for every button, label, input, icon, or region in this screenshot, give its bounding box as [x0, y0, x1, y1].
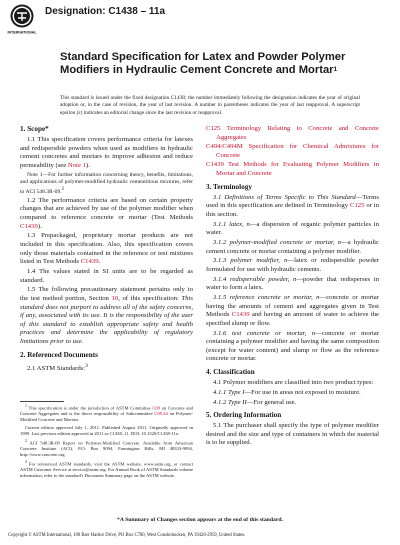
note1-link[interactable]: Note 1 [67, 161, 86, 169]
definition-polymer-modified: 3.1.2 polymer-modified concrete or mortar, n—a hydraulic cement concrete or mortar containing a polymer modifier. [206, 238, 379, 255]
c1439-link[interactable]: C1439 [80, 258, 99, 266]
astm-logo [9, 4, 35, 35]
ref-link[interactable]: C494/C494M [206, 143, 243, 151]
footnote-1-edition: Current edition approved July 1, 2011. Published August 2011. Originally approved in 1999. Last previous edition approved in 2011 as C1438–11. DOI: 10.1520/C1438-11a. [20, 425, 193, 436]
terminology-heading: 3. Terminology [206, 182, 252, 191]
c125-link[interactable]: C125 [349, 202, 365, 210]
ref-link[interactable]: C1439 [206, 161, 224, 169]
right-column [206, 125, 379, 449]
logo-caption: INTERNATIONAL [7, 30, 37, 35]
scope-1-2: 1.2 The performance criteria are based on certain property changes that are achieved by use of the polymer modifier when compared to reference concrete or mortar (Test Methods C1439). [20, 196, 193, 230]
type-2: 4.1.2 Type II—For general use. [213, 398, 297, 406]
note-1: Note 1—For further information concerning theory, benefits, limitations, and applications of polymer-modified hydraulic cementitious mixtures, refer to ACI 548.3R-09.$^2$ [20, 171, 193, 195]
definition-redispersible-powder: 3.1.4 redispersible powder, n—powder that redisperses in water to form a latex. [206, 275, 379, 292]
scope-1-5: 1.5 The following precautionary statement pertains only to the test method portion, Section 10, of this specification: This standard does not purport to address all of the safety concerns, if any, associated with its use. It is the responsibility of the user of this standard to establish appropriate safety and health practices and determine the applicability of regulatory limitations prior to use. [20, 286, 193, 345]
definition-latex: 3.1.1 latex, n—a dispersion of organic polymer particles in water. [206, 220, 379, 237]
issue-note: This standard is issued under the fixed designation C1438; the number immediately following the designation indicates the year of original adoption or, in the case of revision, the year of last revision. A number in parentheses indicates the year of last reapproval. A superscript epsilon (ε) indicates an editorial change since the last revision or reapproval. [60, 95, 360, 116]
copyright-line: Copyright © ASTM International, 100 Barr Harbor Drive, PO Box C700, West Conshohocken, PA 19428-2959, United States. [8, 533, 246, 538]
document-title [60, 51, 360, 77]
ref-link[interactable]: C125 [206, 125, 221, 132]
summary-of-changes-note: *A Summary of Changes section appears at the end of this standard. [117, 517, 283, 523]
classification-heading: 4. Classification [206, 367, 255, 376]
footnotes [20, 404, 193, 481]
section-10-link[interactable]: 10 [111, 294, 119, 302]
footnote-rule [20, 401, 64, 402]
scope-1-4: 1.4 The values stated in SI units are to be regarded as standard. [20, 268, 193, 284]
scope-1-3: 1.3 Prepackaged, proprietary mortar products are not included in this specification. Also, this specification covers only those materials contained in the reference or test mixtures listed in Test Methods C1439. [20, 232, 193, 266]
scope-heading: 1. Scope* [20, 125, 49, 133]
c1439-link[interactable]: C1439 [20, 222, 38, 230]
footnote-2: $^2$ ACI 548.3R-09 Report on Polymer-Modified Concrete. Available from American Concrete Institute (ACI), P.O. Box 9094, Farmington Hills, MI 48333-9094, http://www.concrete.org. [20, 438, 193, 457]
ordering-heading: 5. Ordering Information [206, 411, 282, 420]
c0944-link[interactable]: C09.44 [154, 411, 168, 417]
referenced-heading: 2. Referenced Documents [20, 350, 98, 359]
c09-link[interactable]: C09 [152, 405, 161, 411]
designation: Designation: C1438 – 11a [45, 6, 166, 17]
scope-1-1: 1.1 This specification covers performance criteria for latexes and redispersible powders when used as modifiers in hydraulic cement concretes and mortars to improve adhesion and reduce permeability (see Note 1). [20, 136, 193, 169]
title-text: Standard Specification for Latex and Powder Polymer Modifiers in Hydraulic Cement Concrete and Mortar [60, 51, 346, 77]
definition-test: 3.1.6 test concrete or mortar, n—concrete or mortar containing a polymer modifier and having the same composition (except for water content) and slump or flow as the reference concrete or mortar. [206, 329, 380, 363]
definition-polymer-modifier: 3.1.3 polymer modifier, n—latex or redispersible powder formulated for use with hydraulic cements. [206, 257, 379, 273]
classification-4-1: 4.1 Polymer modifiers are classified into two product types: [213, 378, 374, 386]
ref-item: C125 Terminology Relating to Concrete and Concrete Aggregates [206, 125, 379, 141]
footnote-1: $^1$ This specification is under the jurisdiction of ASTM Committee C09 on Concrete and Concrete Aggregates and is the direct responsibility of Subcommittee C09.44 on Polymer-Modified Concrete and Mortars. [20, 404, 193, 423]
terminology-3-1: 3.1 Definitions of Terms Specific to This Standard—Terms used in this specification are defined in Terminology C125 or in this section. [206, 193, 379, 218]
title-footnote-mark: 1 [333, 66, 338, 74]
left-column [20, 125, 193, 375]
footnote-3: $^3$ For referenced ASTM standards, visit the ASTM website, www.astm.org, or contact ASTM Customer Service at service@astm.org. For Annual Book of ASTM Standards volume information, refer to the standard's Document Summary page on the ASTM website. [20, 459, 193, 479]
ref-item: C1439 Test Methods for Evaluating Polymer Modifiers in Mortar and Concrete [206, 161, 379, 177]
ordering-5-1: 5.1 The purchaser shall specify the type of polymer modifier desired and the size and type of containers in which the material is to be supplied. [206, 422, 379, 447]
referenced-2-1: 2.1 ASTM Standards:$^3$ [27, 362, 88, 372]
c1439-link[interactable]: C1439 [231, 311, 250, 319]
ref-item: C494/C494M Specification for Chemical Admixtures for Concrete [206, 143, 379, 159]
type-1: 4.1.1 Type I—For use in areas not exposed to moisture. [213, 388, 361, 396]
definition-reference: 3.1.5 reference concrete or mortar, n—concrete or mortar having the amounts of cement and aggregates given in Test Methods C1439 and having an amount of water to achieve the specified slump or flow. [206, 294, 380, 327]
